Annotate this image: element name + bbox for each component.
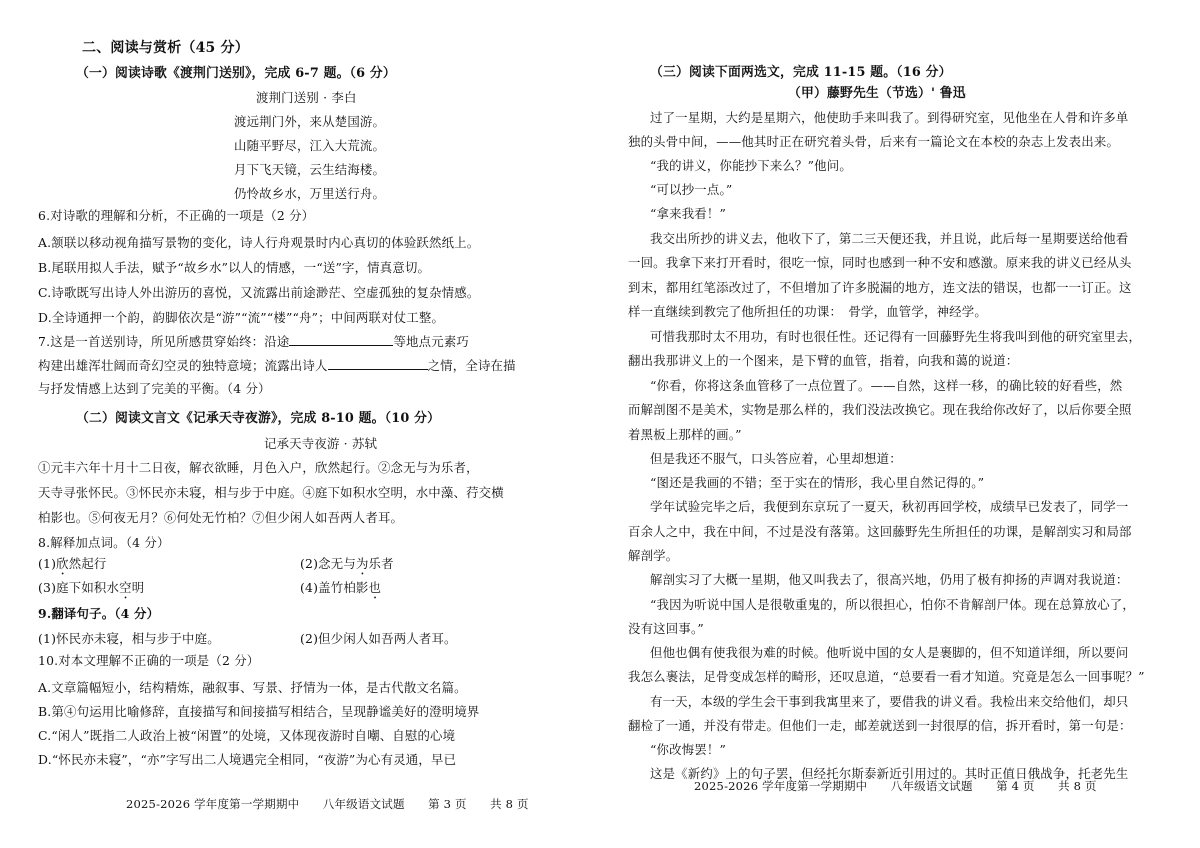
passage-line: 翻检了一通，并没有带走。但他们一走，邮差就送到一封很厚的信，拆开看时，第一句是： bbox=[628, 718, 1132, 733]
passage-line: 过了一星期，大约是星期六，他使助手来叫我了。到得研究室，见他坐在人骨和许多单 bbox=[650, 110, 1129, 125]
passage-line: 独的头骨中间，——他其时正在研究着头骨，后来有一篇论文在本校的杂志上发表出来。 bbox=[628, 134, 1120, 149]
passage-line: 没有这回事。” bbox=[628, 621, 704, 636]
passage-line: 这是《新约》上的句子罢，但经托尔斯泰新近引用过的。其时正值日俄战争，托老先生 bbox=[650, 766, 1129, 781]
passage-line: 样一直继续到教完了他所担任的功课： 骨学，血管学，神经学。 bbox=[628, 304, 987, 319]
q8-item-2: (2)念无与为乐者 bbox=[300, 556, 394, 571]
part1-title: （一）阅读诗歌《渡荆门送别》，完成 6-7 题。（6 分） bbox=[76, 66, 396, 81]
poem-line: 仍怜故乡水，万里送行舟。 bbox=[234, 186, 386, 201]
passage-line: 但他也偶有使我很为难的时候。他听说中国的女人是裹脚的，但不知道详细，所以要问 bbox=[650, 645, 1129, 660]
passage-line: “我的讲义，你能抄下来么？”他问。 bbox=[650, 158, 852, 173]
q9-item-1: (1)怀民亦未寝，相与步于中庭。 bbox=[38, 631, 220, 646]
question-10: 10.对本文理解不正确的一项是（2 分） bbox=[38, 653, 260, 668]
passage-line: 而解剖图不是美术，实物是那么样的，我们没法改换它。现在我给你改好了，以后你要全照 bbox=[628, 402, 1132, 417]
prose-line: 柏影也。⑤何夜无月？⑥何处无竹柏？⑦但少闲人如吾两人者耳。 bbox=[38, 510, 404, 525]
passage-line: 到末，都用红笔添改过了，不但增加了许多脱漏的地方，连文法的错误，也都一一订正。这 bbox=[628, 280, 1132, 295]
passage-line: 着黑板上那样的画。” bbox=[628, 427, 742, 442]
passage-line: “可以抄一点。” bbox=[650, 182, 733, 197]
passage-line: 翻出我那讲义上的一个图来，是下臂的血管，指着，向我和蔼的说道： bbox=[628, 353, 1019, 368]
q10-option-c: C.“闲人”既指二人政治上被“闲置”的处境，又体现夜游时自嘲、自慰的心境 bbox=[38, 728, 456, 743]
passage-line: “你看，你将这条血管移了一点位置了。——自然，这样一移，的确比较的好看些，然 bbox=[650, 378, 1123, 393]
q7-text-a: 7.这是一首送别诗，所见所感贯穿始终：沿途 bbox=[38, 334, 290, 349]
passage-line: “你改悔罢！” bbox=[650, 742, 727, 757]
q6-option-d: D.全诗通押一个韵，韵脚依次是“游”“流”“楼”“舟”；中间两联对仗工整。 bbox=[38, 310, 445, 325]
passage-line: 我交出所抄的讲义去，他收下了，第二三天便还我，并且说，此后每一星期要送给他看 bbox=[650, 231, 1129, 246]
poem-line: 渡远荆门外，来从楚国游。 bbox=[234, 114, 386, 129]
q9-item-2: (2)但少闲人如吾两人者耳。 bbox=[300, 631, 457, 646]
passage-line: 有一天，本级的学生会干事到我寓里来了，要借我的讲义看。我检出来交给他们，却只 bbox=[650, 694, 1129, 709]
q10-option-b: B.第④句运用比喻修辞，直接描写和间接描写相结合，呈现静谧美好的澄明境界 bbox=[38, 704, 480, 719]
q8-item-3: (3)庭下如积水空明 bbox=[38, 580, 145, 595]
q8-item-4: (4)盖竹柏影也 bbox=[300, 580, 382, 595]
prose-title: 记承天寺夜游 · 苏轼 bbox=[264, 436, 378, 451]
passage-line: 解剖实习了大概一星期，他又叫我去了，很高兴地，仍用了极有抑扬的声调对我说道： bbox=[650, 572, 1129, 587]
q7-blank-2[interactable] bbox=[328, 357, 428, 370]
section-title: 二、阅读与赏析（45 分） bbox=[82, 40, 249, 56]
q8-item-1: (1)欣然起行 bbox=[38, 556, 107, 571]
question-8: 8.解释加点词。（4 分） bbox=[38, 535, 170, 550]
prose-line: ①元丰六年十月十二日夜，解衣欲睡，月色入户，欣然起行。②念无与为乐者， bbox=[38, 460, 479, 475]
q10-option-a: A.文章篇幅短小，结构精炼，融叙事、写景、抒情为一体，是古代散文名篇。 bbox=[38, 680, 467, 695]
footer-left: 2025-2026 学年度第一学期期中 八年级语文试题 第 3 页 共 8 页 bbox=[126, 797, 529, 811]
poem-line: 月下飞天镜，云生结海楼。 bbox=[234, 162, 386, 177]
poem-line: 山随平野尽，江入大荒流。 bbox=[234, 138, 386, 153]
q7-line2-text-a: 构建出雄浑壮阔而奇幻空灵的独特意境；流露出诗人 bbox=[38, 358, 328, 373]
q7-line2-text-b: 之情，全诗在描 bbox=[427, 358, 516, 373]
passage-line: 学年试验完毕之后，我便到东京玩了一夏天，秋初再回学校，成绩早已发表了，同学一 bbox=[650, 499, 1129, 514]
footer-right: 2025-2026 学年度第一学期期中 八年级语文试题 第 4 页 共 8 页 bbox=[694, 779, 1097, 793]
passage-line: 一回。我拿下来打开看时，很吃一惊，同时也感到一种不安和感激。原来我的讲义已经从头 bbox=[628, 255, 1132, 270]
prose-line: 天寺寻张怀民。③怀民亦未寝，相与步于中庭。④庭下如积水空明，水中藻、荇交横 bbox=[38, 485, 504, 500]
poem-title: 渡荆门送别 · 李白 bbox=[256, 90, 357, 105]
q6-option-c: C.诗歌既写出诗人外出游历的喜悦，又流露出前途渺茫、空虚孤独的复杂情感。 bbox=[38, 285, 480, 300]
passage-line: 但是我还不服气，口头答应着，心里却想道： bbox=[650, 451, 902, 466]
q10-option-d: D.“怀民亦未寝”，“亦”字写出二人境遇完全相同，“夜游”为心有灵通，早已 bbox=[38, 752, 457, 767]
q7-text-b: 等地点元素巧 bbox=[393, 334, 469, 349]
question-7-line3: 与抒发情感上达到了完美的平衡。（4 分） bbox=[38, 381, 271, 396]
part2-title: （二）阅读文言文《记承天寺夜游》，完成 8-10 题。（10 分） bbox=[76, 411, 441, 426]
question-7-line2 bbox=[38, 357, 516, 374]
question-9: 9.翻译句子。（4 分） bbox=[38, 606, 160, 621]
passage-line: “拿来我看！” bbox=[650, 206, 727, 221]
sub-title: （甲）藤野先生（节选）' 鲁迅 bbox=[788, 86, 966, 101]
passage-line: “图还是我画的不错；至于实在的情形，我心里自然记得的。” bbox=[650, 475, 985, 490]
passage-line: 百余人之中，我在中间，不过是没有落第。这回藤野先生所担任的功课，是解剖实习和局部 bbox=[628, 524, 1132, 539]
q6-option-a: A.颔联以移动视角描写景物的变化，诗人行舟观景时内心真切的体验跃然纸上。 bbox=[38, 235, 480, 250]
passage-line: 可惜我那时太不用功，有时也很任性。还记得有一回藤野先生将我叫到他的研究室里去， bbox=[650, 329, 1142, 344]
part3-title: （三）阅读下面两选文，完成 11-15 题。（16 分） bbox=[650, 65, 952, 80]
passage-line: 我怎么裹法，足骨变成怎样的畸形，还叹息道，“总要看一看才知道。究竟是怎么一回事呢？” bbox=[628, 669, 1145, 684]
q6-option-b: B.尾联用拟人手法，赋予“故乡水”以人的情感，一“送”字，情真意切。 bbox=[38, 260, 431, 275]
question-6: 6.对诗歌的理解和分析，不正确的一项是（2 分） bbox=[38, 208, 315, 223]
passage-line: “我因为听说中国人是很敬重鬼的，所以很担心，怕你不肯解剖尸体。现在总算放心了， bbox=[650, 597, 1135, 612]
q7-blank-1[interactable] bbox=[289, 333, 393, 346]
question-7-line1 bbox=[38, 333, 469, 350]
passage-line: 解剖学。 bbox=[628, 548, 679, 563]
